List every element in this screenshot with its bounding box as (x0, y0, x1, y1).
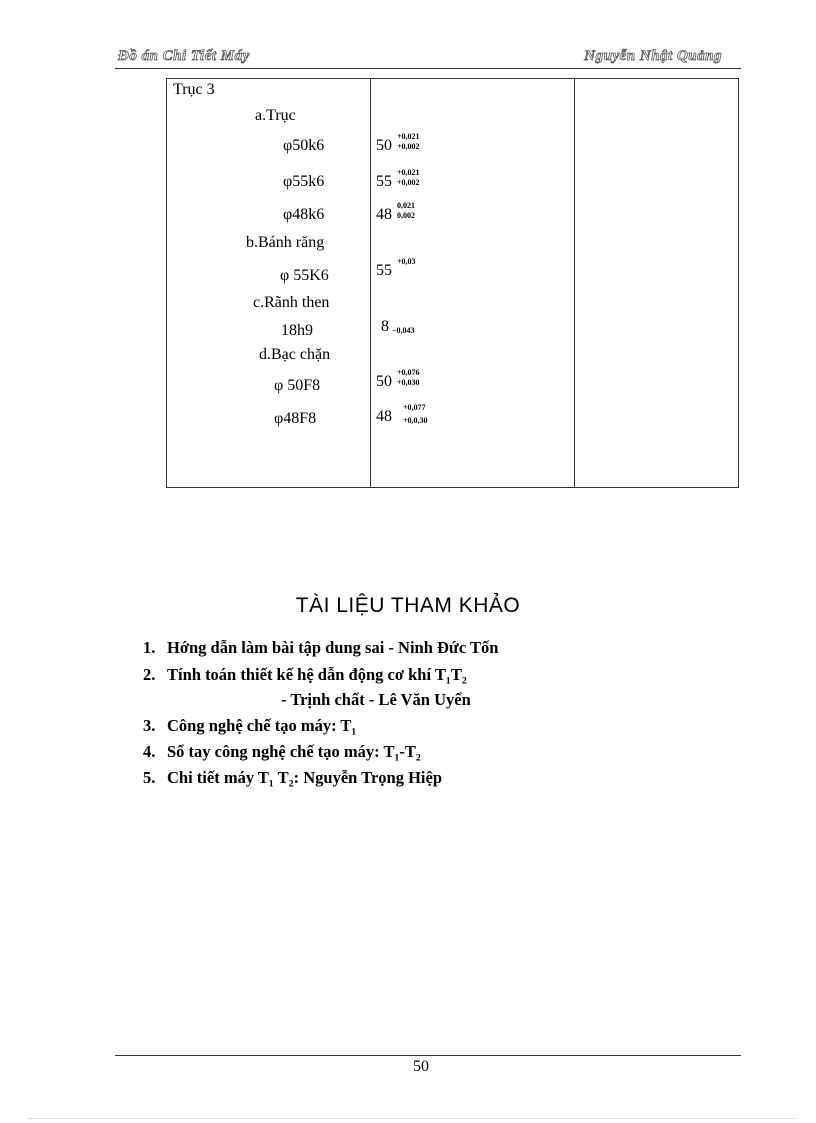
tolerance-table (166, 78, 739, 488)
fit-label: φ50k6 (283, 137, 325, 154)
nominal-value: 55 (376, 173, 392, 190)
nominal-value: 50 (376, 137, 392, 154)
lower-deviation: +0,0,30 (403, 416, 428, 425)
lower-deviation: 0,002 (397, 211, 415, 220)
reference-number: 2. (143, 665, 156, 684)
reference-number: 5. (143, 768, 156, 787)
page-number: 50 (413, 1058, 429, 1075)
fit-label: φ48F8 (274, 410, 317, 427)
upper-deviation: 0,021 (397, 201, 415, 210)
nominal-value: 50 (376, 373, 392, 390)
table-column-divider (370, 79, 371, 487)
lower-deviation: +0,002 (397, 178, 420, 187)
upper-deviation: +0,077 (403, 403, 426, 412)
fit-label: φ48k6 (283, 206, 325, 223)
header-rule (115, 68, 741, 69)
upper-deviation: +0,021 (397, 132, 420, 141)
section-label: b.Bánh răng (246, 234, 325, 251)
upper-deviation: +0,076 (397, 368, 420, 377)
section-label: d.Bạc chặn (259, 346, 331, 363)
lower-deviation: +0,002 (397, 142, 420, 151)
fit-label: φ55k6 (283, 173, 325, 190)
references-heading: TÀI LIỆU THAM KHẢO (295, 594, 521, 617)
reference-text: Tính toán thiết kế hệ dẫn động cơ khí T₁T₂ (167, 665, 467, 684)
nominal-value: 48 (376, 206, 392, 223)
reference-text: Công nghệ chế tạo máy: T₁ (167, 716, 357, 735)
page-bottom-dotted-line (28, 1118, 796, 1119)
lower-deviation: +0,030 (397, 378, 420, 387)
nominal-value: 55 (376, 262, 392, 279)
fit-label: φ 50F8 (274, 377, 321, 394)
footer-rule (115, 1055, 741, 1056)
reference-number: 1. (143, 638, 156, 657)
header-author-right: Nguyễn Nhật Quảng (584, 48, 722, 64)
fit-label: 18h9 (281, 322, 313, 339)
section-label: c.Rãnh then (253, 294, 330, 311)
nominal-value: 48 (376, 408, 392, 425)
reference-number: 4. (143, 742, 156, 761)
reference-number: 3. (143, 716, 156, 735)
table-column-divider (574, 79, 575, 487)
header-title-left: Đồ án Chi Tiết Máy (118, 48, 250, 64)
upper-deviation: +0,021 (397, 168, 420, 177)
fit-label: φ 55K6 (280, 267, 329, 284)
table-title: Trục 3 (173, 81, 215, 98)
section-label: a.Trục (255, 107, 296, 124)
lower-deviation: −0,043 (392, 326, 415, 335)
reference-text: Chi tiết máy T₁ T₂: Nguyễn Trọng Hiệp (167, 768, 442, 787)
upper-deviation: +0,03 (397, 257, 416, 266)
reference-text: - Trịnh chất - Lê Văn Uyển (281, 690, 471, 709)
nominal-value: 8 (381, 318, 389, 335)
reference-text: Sổ tay công nghệ chế tạo máy: T₁-T₂ (167, 742, 421, 761)
reference-text: Hớng dẫn làm bài tập dung sai - Ninh Đức Tốn (167, 638, 499, 657)
